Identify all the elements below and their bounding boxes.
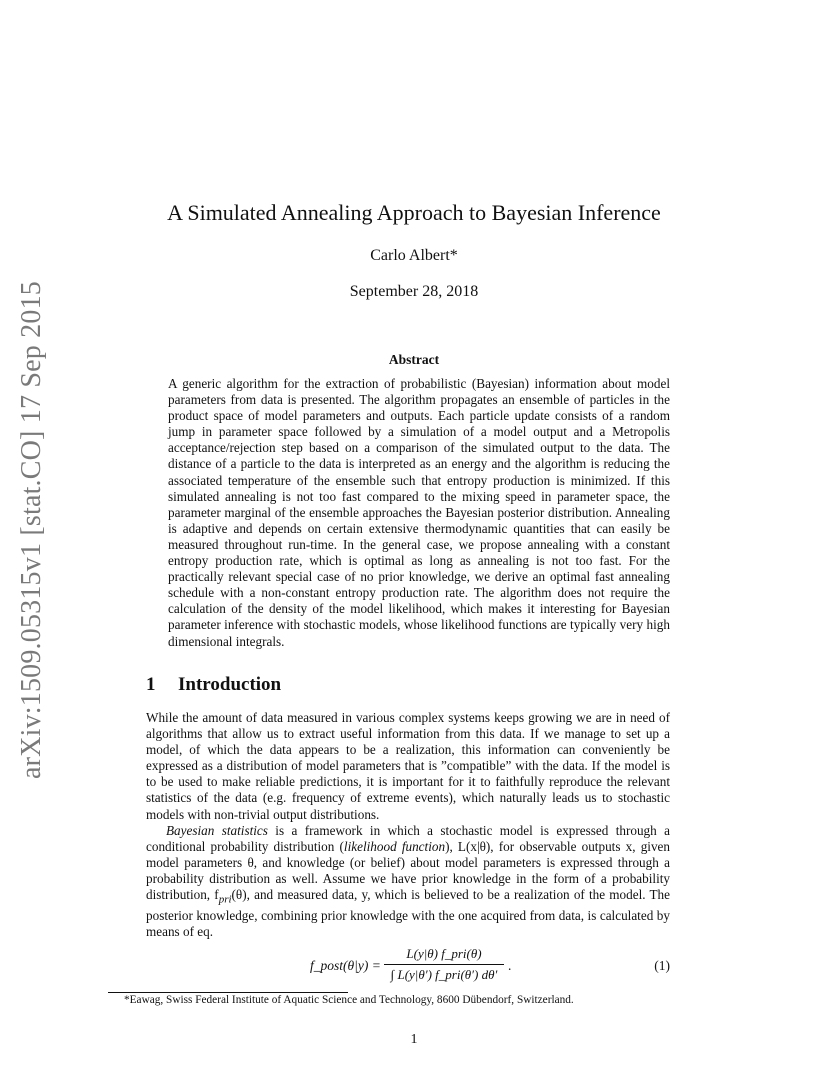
section-title: Introduction [178, 674, 282, 695]
equation-fraction [384, 946, 504, 983]
paper-date: September 28, 2018 [349, 283, 479, 300]
author-footnote: *Eawag, Swiss Federal Institute of Aquatic Science and Technology, 8600 Dübendorf, Switzerland. [124, 994, 574, 1006]
intro-paragraph-2 [146, 823, 670, 940]
equation-lhs: f_post(θ|y) = [310, 958, 381, 973]
paper-title: A Simulated Annealing Approach to Bayesian Inference [167, 200, 661, 225]
page-number: 1 [410, 1032, 418, 1047]
para2-text-c: (θ), and measured data, y, which is believed to be a realization of the model. The posterior knowledge, combining prior knowledge with the one acquired from data, is calculated by means of eq. [146, 887, 670, 940]
arxiv-identifier: arXiv:1509.05315v1 [stat.CO] 17 Sep 2015 [16, 281, 47, 779]
section-heading [146, 674, 281, 696]
intro-paragraph-1: While the amount of data measured in various complex systems keeps growing we are in need of algorithms that allow us to extract useful information from this data. If we manage to set up a model, of which the data appears to be a realization, this information can conveniently be expressed as a distribution of model parameters that is ”compatible” with the data. If the model is to be used to make reliable predictions, it is important for it to faithfully reproduce the relevant statistics of the data (e.g. frequency of extreme events), which naturally leads us to stochastic models with non-trivial output distributions. [146, 710, 670, 822]
paper-author: Carlo Albert* [370, 247, 458, 264]
footnote-rule [108, 992, 348, 993]
equation-number: (1) [654, 958, 670, 973]
equation-denominator: ∫ L(y|θ′) f_pri(θ′) dθ′ [390, 967, 498, 982]
fraction-bar [384, 964, 504, 965]
term-bayesian-statistics: Bayesian statistics [166, 823, 268, 838]
para2-text-b: ), L(x|θ), for observable outputs x, given model parameters θ, and knowledge (or belief) about model parameters is expressed through a probability distribution as well. Assume we have prior knowledge in the form of a probability distribution, f [146, 839, 670, 903]
section-number: 1 [146, 674, 156, 695]
para2-subscript-pri: pri [218, 894, 232, 907]
equation-numerator: L(y|θ) f_pri(θ) [406, 946, 482, 961]
term-likelihood-function: likelihood function [343, 839, 446, 855]
equation-1 [146, 946, 670, 984]
abstract-text: A generic algorithm for the extraction of probabilistic (Bayesian) information about model parameters from data is presented. The algorithm propagates an ensemble of particles in the product space of model parameters and outputs. Each particle update consists of a random jump in parameter space followed by a simulation of a model output and a Metropolis acceptance/rejection step based on a comparison of the simulated output to the data. The distance of a particle to the data is interpreted as an energy and the algorithm is reducing the associated temperature of the ensemble such that entropy production is minimized. If this simulated annealing is not too fast compared to the mixing speed in parameter space, the parameter marginal of the ensemble approaches the Bayesian posterior distribution. Annealing is adaptive and depends on certain extensive thermodynamic quantities that can easily be measured throughout run-time. In the general case, we propose annealing with a constant entropy production rate, which is optimal as long as annealing is not too fast. For the practically relevant special case of no prior knowledge, we derive an optimal fast annealing schedule with a non-constant entropy production rate. The algorithm does not require the calculation of the density of the model likelihood, which makes it interesting for Bayesian parameter inference with stochastic models, whose likelihood functions are typically very high dimensional integrals. [168, 376, 670, 649]
abstract-heading: Abstract [388, 352, 440, 367]
equation-period: . [508, 958, 512, 973]
para2-text-a: is a framework in which a stochastic model is expressed through a conditional probability distribution ( [146, 823, 670, 855]
